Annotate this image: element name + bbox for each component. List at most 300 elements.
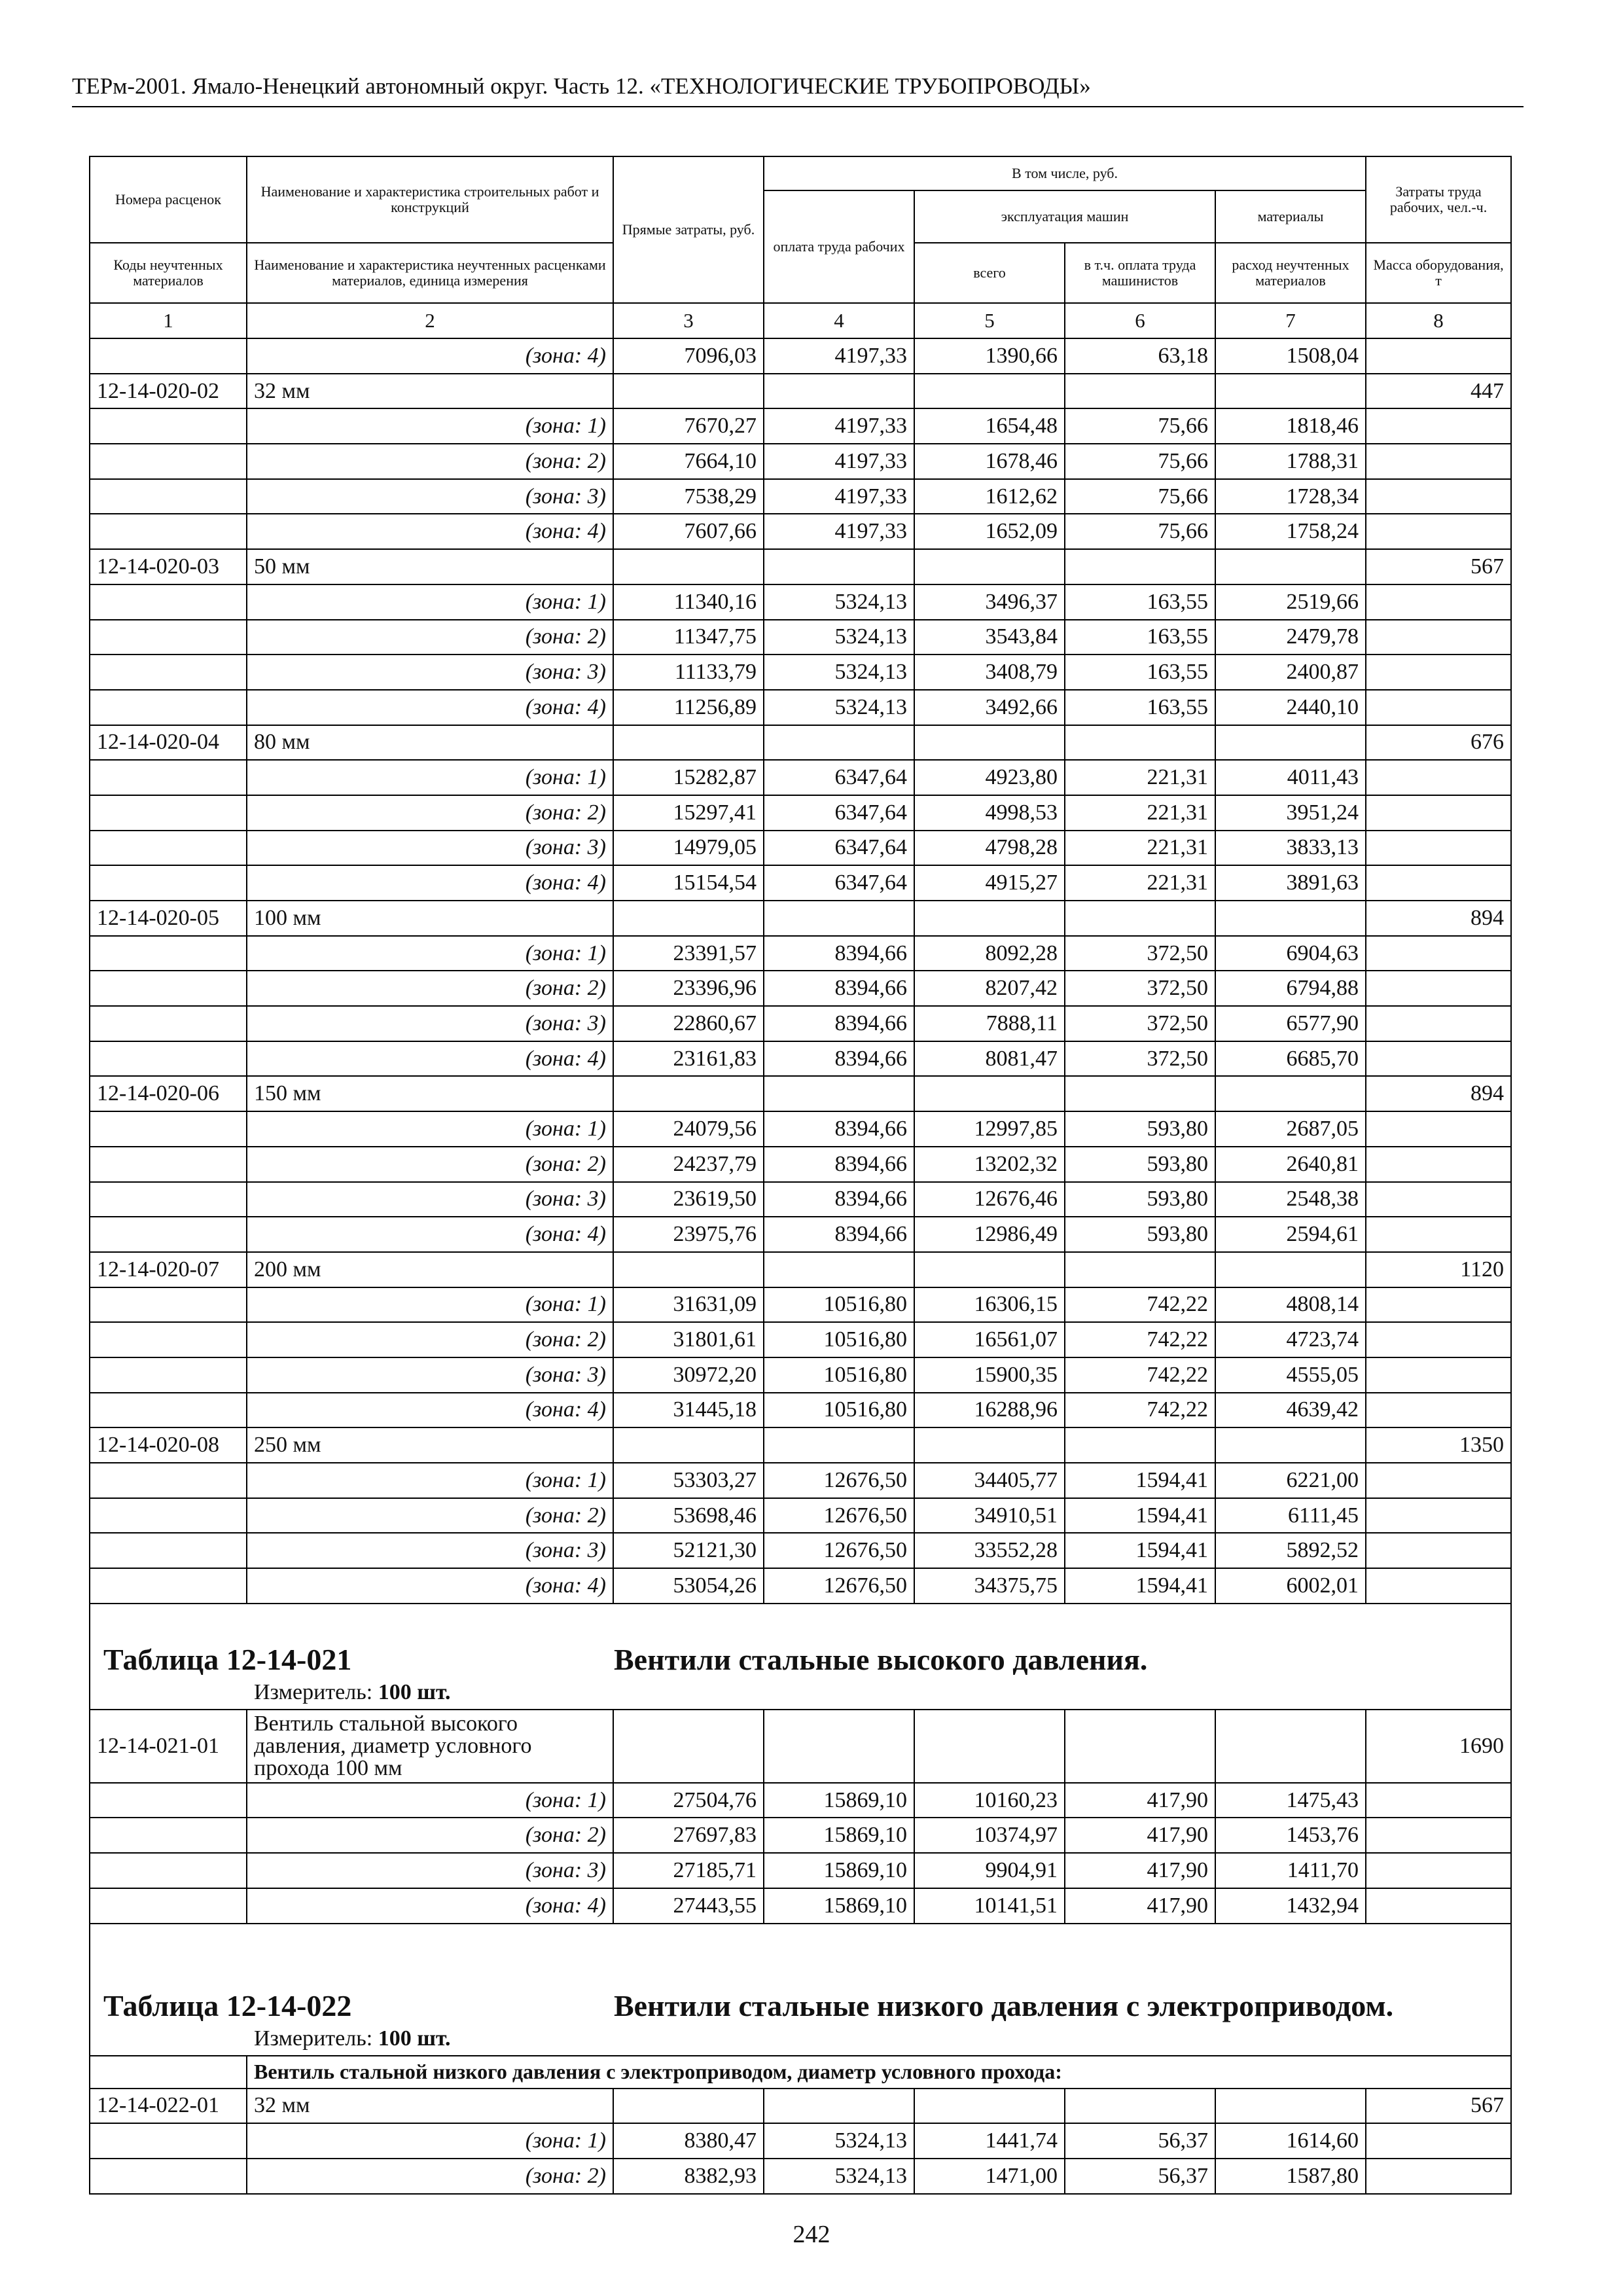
zone-label: (зона: 3): [247, 479, 613, 514]
empty-cell: [764, 725, 914, 761]
machines-total: 10141,51: [914, 1888, 1065, 1924]
labor-pay: 10516,80: [764, 1357, 914, 1393]
rate-code: 12-14-020-08: [90, 1427, 247, 1463]
labor-hours: 676: [1366, 725, 1511, 761]
direct-cost: 11256,89: [613, 690, 764, 725]
rate-name: 150 мм: [247, 1076, 613, 1111]
empty-cell: [613, 1252, 764, 1287]
direct-cost: 8380,47: [613, 2123, 764, 2159]
direct-cost: 23161,83: [613, 1041, 764, 1077]
zone-label: (зона: 4): [247, 1888, 613, 1924]
empty-cell: [90, 1006, 247, 1041]
empty-cell: [914, 1427, 1065, 1463]
zone-row: [90, 2159, 1511, 2194]
empty-cell: [1065, 725, 1215, 761]
materials-cost: 6221,00: [1215, 1463, 1366, 1498]
machines-total: 1471,00: [914, 2159, 1065, 2194]
zone-row: [90, 831, 1511, 866]
empty-cell: [1065, 374, 1215, 409]
labor-pay: 8394,66: [764, 1147, 914, 1182]
zone-label: (зона: 4): [247, 690, 613, 725]
zone-row: [90, 690, 1511, 725]
materials-cost: 3891,63: [1215, 865, 1366, 901]
measure-label: Измеритель:: [254, 2026, 373, 2051]
direct-cost: 53698,46: [613, 1498, 764, 1534]
zone-label: (зона: 2): [247, 971, 613, 1006]
empty-cell: [90, 1498, 247, 1534]
labor-hours: 1350: [1366, 1427, 1511, 1463]
zone-row: [90, 865, 1511, 901]
direct-cost: 23975,76: [613, 1217, 764, 1252]
zone-label: (зона: 1): [247, 1287, 613, 1323]
direct-cost: 30972,20: [613, 1357, 764, 1393]
labor-pay: 5324,13: [764, 620, 914, 655]
zone-row: [90, 1568, 1511, 1604]
empty-cell: [1366, 1322, 1511, 1357]
zone-label: (зона: 4): [247, 1568, 613, 1604]
operators-pay: 56,37: [1065, 2123, 1215, 2159]
machines-total: 1654,48: [914, 408, 1065, 444]
empty-cell: [1366, 1041, 1511, 1077]
empty-cell: [90, 760, 247, 795]
empty-cell: [90, 1393, 247, 1428]
group-title: Вентиль стальной низкого давления с электроприводом, диаметр условного прохода:: [247, 2056, 1511, 2089]
machines-total: 3408,79: [914, 655, 1065, 690]
zone-label: (зона: 4): [247, 1041, 613, 1077]
labor-pay: 4197,33: [764, 444, 914, 479]
zone-row: [90, 1818, 1511, 1853]
machines-total: 1441,74: [914, 2123, 1065, 2159]
empty-cell: [90, 936, 247, 971]
empty-cell: [1366, 831, 1511, 866]
machines-total: 15900,35: [914, 1357, 1065, 1393]
zone-label: (зона: 3): [247, 1006, 613, 1041]
operators-pay: 372,50: [1065, 971, 1215, 1006]
zone-row: [90, 620, 1511, 655]
rate-row: [90, 549, 1511, 584]
zone-label: (зона: 4): [247, 1393, 613, 1428]
empty-cell: [90, 690, 247, 725]
operators-pay: 372,50: [1065, 1041, 1215, 1077]
table-title: Таблица 12-14-021: [103, 1642, 352, 1676]
zone-row: [90, 338, 1511, 374]
empty-cell: [90, 1533, 247, 1568]
empty-cell: [1366, 584, 1511, 620]
operators-pay: 593,80: [1065, 1182, 1215, 1217]
direct-cost: 11340,16: [613, 584, 764, 620]
rate-code: 12-14-020-06: [90, 1076, 247, 1111]
empty-cell: [90, 444, 247, 479]
zone-row: [90, 1357, 1511, 1393]
zone-row: [90, 1217, 1511, 1252]
labor-pay: 5324,13: [764, 584, 914, 620]
labor-hours: 567: [1366, 549, 1511, 584]
zone-row: [90, 1498, 1511, 1534]
rate-code: 12-14-020-04: [90, 725, 247, 761]
col-num: 4: [764, 303, 914, 338]
zone-label: (зона: 1): [247, 1111, 613, 1147]
zone-row: [90, 2123, 1511, 2159]
empty-cell: [1366, 2159, 1511, 2194]
empty-cell: [90, 1287, 247, 1323]
empty-cell: [914, 725, 1065, 761]
empty-cell: [90, 1783, 247, 1818]
direct-cost: 7538,29: [613, 479, 764, 514]
zone-row: [90, 1322, 1511, 1357]
machines-total: 3496,37: [914, 584, 1065, 620]
rate-name: 32 мм: [247, 2089, 613, 2124]
zone-label: (зона: 2): [247, 1147, 613, 1182]
labor-hours: 894: [1366, 901, 1511, 936]
machines-total: 34405,77: [914, 1463, 1065, 1498]
col-num: 2: [247, 303, 613, 338]
labor-pay: 15869,10: [764, 1888, 914, 1924]
empty-cell: [90, 1182, 247, 1217]
hdr-operators-pay: в т.ч. оплата труда машинистов: [1065, 243, 1215, 303]
col-num: 8: [1366, 303, 1511, 338]
empty-cell: [1366, 1533, 1511, 1568]
empty-cell: [1366, 690, 1511, 725]
labor-pay: 8394,66: [764, 1041, 914, 1077]
machines-total: 10374,97: [914, 1818, 1065, 1853]
empty-cell: [914, 1252, 1065, 1287]
empty-cell: [1366, 865, 1511, 901]
labor-pay: 6347,64: [764, 865, 914, 901]
direct-cost: 23396,96: [613, 971, 764, 1006]
operators-pay: 75,66: [1065, 444, 1215, 479]
labor-pay: 15869,10: [764, 1818, 914, 1853]
empty-cell: [90, 584, 247, 620]
zone-label: (зона: 2): [247, 2159, 613, 2194]
labor-pay: 4197,33: [764, 408, 914, 444]
zone-label: (зона: 3): [247, 1357, 613, 1393]
operators-pay: 163,55: [1065, 690, 1215, 725]
empty-cell: [1215, 1710, 1366, 1783]
zone-label: (зона: 2): [247, 795, 613, 831]
empty-cell: [90, 2159, 247, 2194]
rate-name: 100 мм: [247, 901, 613, 936]
machines-total: 1612,62: [914, 479, 1065, 514]
col-num: 5: [914, 303, 1065, 338]
operators-pay: 417,90: [1065, 1888, 1215, 1924]
empty-cell: [1366, 1853, 1511, 1888]
labor-pay: 12676,50: [764, 1533, 914, 1568]
empty-cell: [613, 1076, 764, 1111]
machines-total: 3543,84: [914, 620, 1065, 655]
empty-cell: [1366, 795, 1511, 831]
direct-cost: 11347,75: [613, 620, 764, 655]
direct-cost: 7670,27: [613, 408, 764, 444]
zone-label: (зона: 4): [247, 338, 613, 374]
empty-cell: [90, 1568, 247, 1604]
zone-label: (зона: 1): [247, 2123, 613, 2159]
zone-row: [90, 655, 1511, 690]
materials-cost: 1788,31: [1215, 444, 1366, 479]
materials-cost: 2479,78: [1215, 620, 1366, 655]
column-numbers-row: [90, 303, 1511, 338]
rate-code: 12-14-020-07: [90, 1252, 247, 1287]
labor-pay: 4197,33: [764, 514, 914, 549]
direct-cost: 31631,09: [613, 1287, 764, 1323]
empty-cell: [764, 1427, 914, 1463]
zone-row: [90, 1147, 1511, 1182]
materials-cost: 2594,61: [1215, 1217, 1366, 1252]
rate-name: 50 мм: [247, 549, 613, 584]
rate-row: [90, 725, 1511, 761]
labor-pay: 12676,50: [764, 1463, 914, 1498]
operators-pay: 372,50: [1065, 936, 1215, 971]
empty-cell: [1065, 901, 1215, 936]
materials-cost: 1818,46: [1215, 408, 1366, 444]
labor-pay: 10516,80: [764, 1393, 914, 1428]
empty-cell: [1215, 1076, 1366, 1111]
operators-pay: 593,80: [1065, 1147, 1215, 1182]
empty-cell: [764, 901, 914, 936]
col-num: 6: [1065, 303, 1215, 338]
materials-cost: 2400,87: [1215, 655, 1366, 690]
empty-cell: [1366, 338, 1511, 374]
rate-row: [90, 1710, 1511, 1783]
labor-pay: 8394,66: [764, 971, 914, 1006]
col-num: 3: [613, 303, 764, 338]
operators-pay: 163,55: [1065, 584, 1215, 620]
empty-cell: [1065, 1427, 1215, 1463]
empty-cell: [1215, 1252, 1366, 1287]
operators-pay: 1594,41: [1065, 1568, 1215, 1604]
operators-pay: 742,22: [1065, 1393, 1215, 1428]
zone-row: [90, 971, 1511, 1006]
materials-cost: 4011,43: [1215, 760, 1366, 795]
machines-total: 8092,28: [914, 936, 1065, 971]
table-heading: [90, 1604, 1511, 1710]
machines-total: 33552,28: [914, 1533, 1065, 1568]
empty-cell: [1366, 1111, 1511, 1147]
hdr-rate-numbers: Номера расценок: [90, 156, 247, 243]
zone-row: [90, 1393, 1511, 1428]
empty-cell: [1366, 760, 1511, 795]
direct-cost: 15282,87: [613, 760, 764, 795]
direct-cost: 7607,66: [613, 514, 764, 549]
operators-pay: 75,66: [1065, 514, 1215, 549]
labor-pay: 8394,66: [764, 1111, 914, 1147]
col-num: 1: [90, 303, 247, 338]
labor-hours: 567: [1366, 2089, 1511, 2124]
empty-cell: [764, 374, 914, 409]
empty-cell: [1065, 1076, 1215, 1111]
empty-cell: [90, 831, 247, 866]
zone-label: (зона: 3): [247, 831, 613, 866]
hdr-including: В том числе, руб.: [764, 156, 1366, 190]
empty-cell: [90, 2123, 247, 2159]
labor-hours: 894: [1366, 1076, 1511, 1111]
operators-pay: 742,22: [1065, 1357, 1215, 1393]
labor-pay: 8394,66: [764, 1217, 914, 1252]
measure: [90, 2024, 1510, 2055]
rates-table: [89, 156, 1512, 2195]
machines-total: 4915,27: [914, 865, 1065, 901]
machines-total: 16561,07: [914, 1322, 1065, 1357]
machines-total: 8081,47: [914, 1041, 1065, 1077]
direct-cost: 8382,93: [613, 2159, 764, 2194]
empty-cell: [1366, 1287, 1511, 1323]
materials-cost: 1728,34: [1215, 479, 1366, 514]
direct-cost: 27443,55: [613, 1888, 764, 1924]
materials-cost: 6685,70: [1215, 1041, 1366, 1077]
zone-row: [90, 444, 1511, 479]
table-heading-row: [90, 1924, 1511, 2056]
labor-pay: 6347,64: [764, 795, 914, 831]
empty-cell: [90, 1888, 247, 1924]
empty-cell: [613, 725, 764, 761]
labor-pay: 8394,66: [764, 1182, 914, 1217]
empty-cell: [1366, 1463, 1511, 1498]
operators-pay: 593,80: [1065, 1111, 1215, 1147]
labor-pay: 15869,10: [764, 1783, 914, 1818]
operators-pay: 221,31: [1065, 865, 1215, 901]
empty-cell: [90, 865, 247, 901]
machines-total: 1390,66: [914, 338, 1065, 374]
labor-pay: 6347,64: [764, 760, 914, 795]
operators-pay: 742,22: [1065, 1287, 1215, 1323]
rate-code: 12-14-020-05: [90, 901, 247, 936]
direct-cost: 52121,30: [613, 1533, 764, 1568]
zone-label: (зона: 3): [247, 1182, 613, 1217]
rate-code: 12-14-022-01: [90, 2089, 247, 2124]
direct-cost: 53303,27: [613, 1463, 764, 1498]
empty-cell: [1366, 1182, 1511, 1217]
zone-row: [90, 408, 1511, 444]
rate-row: [90, 2089, 1511, 2124]
zone-row: [90, 795, 1511, 831]
operators-pay: 1594,41: [1065, 1463, 1215, 1498]
machines-total: 12997,85: [914, 1111, 1065, 1147]
direct-cost: 7664,10: [613, 444, 764, 479]
empty-cell: [90, 514, 247, 549]
empty-cell: [613, 1427, 764, 1463]
zone-label: (зона: 2): [247, 1818, 613, 1853]
zone-label: (зона: 1): [247, 936, 613, 971]
materials-cost: 1453,76: [1215, 1818, 1366, 1853]
empty-cell: [90, 1818, 247, 1853]
empty-cell: [90, 1041, 247, 1077]
direct-cost: 27185,71: [613, 1853, 764, 1888]
materials-cost: 2519,66: [1215, 584, 1366, 620]
empty-cell: [1215, 1427, 1366, 1463]
empty-cell: [1366, 1818, 1511, 1853]
empty-cell: [90, 795, 247, 831]
empty-cell: [613, 374, 764, 409]
labor-hours: 447: [1366, 374, 1511, 409]
zone-label: (зона: 3): [247, 655, 613, 690]
machines-total: 12676,46: [914, 1182, 1065, 1217]
machines-total: 4798,28: [914, 831, 1065, 866]
labor-hours: 1120: [1366, 1252, 1511, 1287]
rate-row: [90, 374, 1511, 409]
empty-cell: [90, 620, 247, 655]
empty-cell: [1366, 1568, 1511, 1604]
labor-pay: 5324,13: [764, 2123, 914, 2159]
rate-code: 12-14-020-02: [90, 374, 247, 409]
empty-cell: [1215, 2089, 1366, 2124]
empty-cell: [1366, 1498, 1511, 1534]
measure-label: Измеритель:: [254, 1679, 373, 1704]
zone-label: (зона: 2): [247, 1322, 613, 1357]
empty-cell: [1215, 725, 1366, 761]
rate-row: [90, 1252, 1511, 1287]
empty-cell: [90, 1322, 247, 1357]
direct-cost: 22860,67: [613, 1006, 764, 1041]
machines-total: 9904,91: [914, 1853, 1065, 1888]
operators-pay: 372,50: [1065, 1006, 1215, 1041]
materials-cost: 2440,10: [1215, 690, 1366, 725]
empty-cell: [764, 1076, 914, 1111]
machines-total: 1652,09: [914, 514, 1065, 549]
empty-cell: [90, 1463, 247, 1498]
zone-label: (зона: 4): [247, 514, 613, 549]
empty-cell: [1366, 479, 1511, 514]
empty-cell: [90, 655, 247, 690]
empty-cell: [1065, 549, 1215, 584]
materials-cost: 6904,63: [1215, 936, 1366, 971]
machines-total: 4923,80: [914, 760, 1065, 795]
zone-label: (зона: 1): [247, 584, 613, 620]
operators-pay: 593,80: [1065, 1217, 1215, 1252]
materials-cost: 4555,05: [1215, 1357, 1366, 1393]
rate-row: [90, 1427, 1511, 1463]
labor-pay: 10516,80: [764, 1322, 914, 1357]
empty-cell: [1366, 1357, 1511, 1393]
labor-pay: 6347,64: [764, 831, 914, 866]
page-number: 242: [793, 2221, 830, 2248]
materials-cost: 1411,70: [1215, 1853, 1366, 1888]
materials-cost: 6794,88: [1215, 971, 1366, 1006]
rate-name: 250 мм: [247, 1427, 613, 1463]
direct-cost: 27697,83: [613, 1818, 764, 1853]
table-heading-row: [90, 1604, 1511, 1710]
hdr-materials-unaccounted: расход неучтенных материалов: [1215, 243, 1366, 303]
operators-pay: 221,31: [1065, 795, 1215, 831]
labor-hours: 1690: [1366, 1710, 1511, 1783]
rate-name: Вентиль стальной высокого давления, диаметр условного прохода 100 мм: [247, 1710, 613, 1783]
materials-cost: 3951,24: [1215, 795, 1366, 831]
table-name: Вентили стальные высокого давления.: [614, 1642, 1148, 1676]
empty-cell: [1366, 971, 1511, 1006]
zone-row: [90, 760, 1511, 795]
table-heading: [90, 1924, 1511, 2056]
empty-cell: [90, 1111, 247, 1147]
empty-cell: [1065, 2089, 1215, 2124]
direct-cost: 24237,79: [613, 1147, 764, 1182]
labor-pay: 4197,33: [764, 338, 914, 374]
labor-pay: 12676,50: [764, 1498, 914, 1534]
rate-name: 200 мм: [247, 1252, 613, 1287]
empty-cell: [90, 408, 247, 444]
hdr-equipment-mass: Масса оборудования, т: [1366, 243, 1511, 303]
zone-row: [90, 1006, 1511, 1041]
zone-row: [90, 1888, 1511, 1924]
machines-total: 16288,96: [914, 1393, 1065, 1428]
empty-cell: [1366, 1006, 1511, 1041]
empty-cell: [914, 549, 1065, 584]
materials-cost: 2548,38: [1215, 1182, 1366, 1217]
empty-cell: [1366, 936, 1511, 971]
direct-cost: 23619,50: [613, 1182, 764, 1217]
col-num: 7: [1215, 303, 1366, 338]
materials-cost: 4808,14: [1215, 1287, 1366, 1323]
table-title: Таблица 12-14-022: [103, 1988, 352, 2022]
empty-cell: [914, 1710, 1065, 1783]
hdr-labor-hours: Затраты труда рабочих, чел.-ч.: [1366, 156, 1511, 243]
